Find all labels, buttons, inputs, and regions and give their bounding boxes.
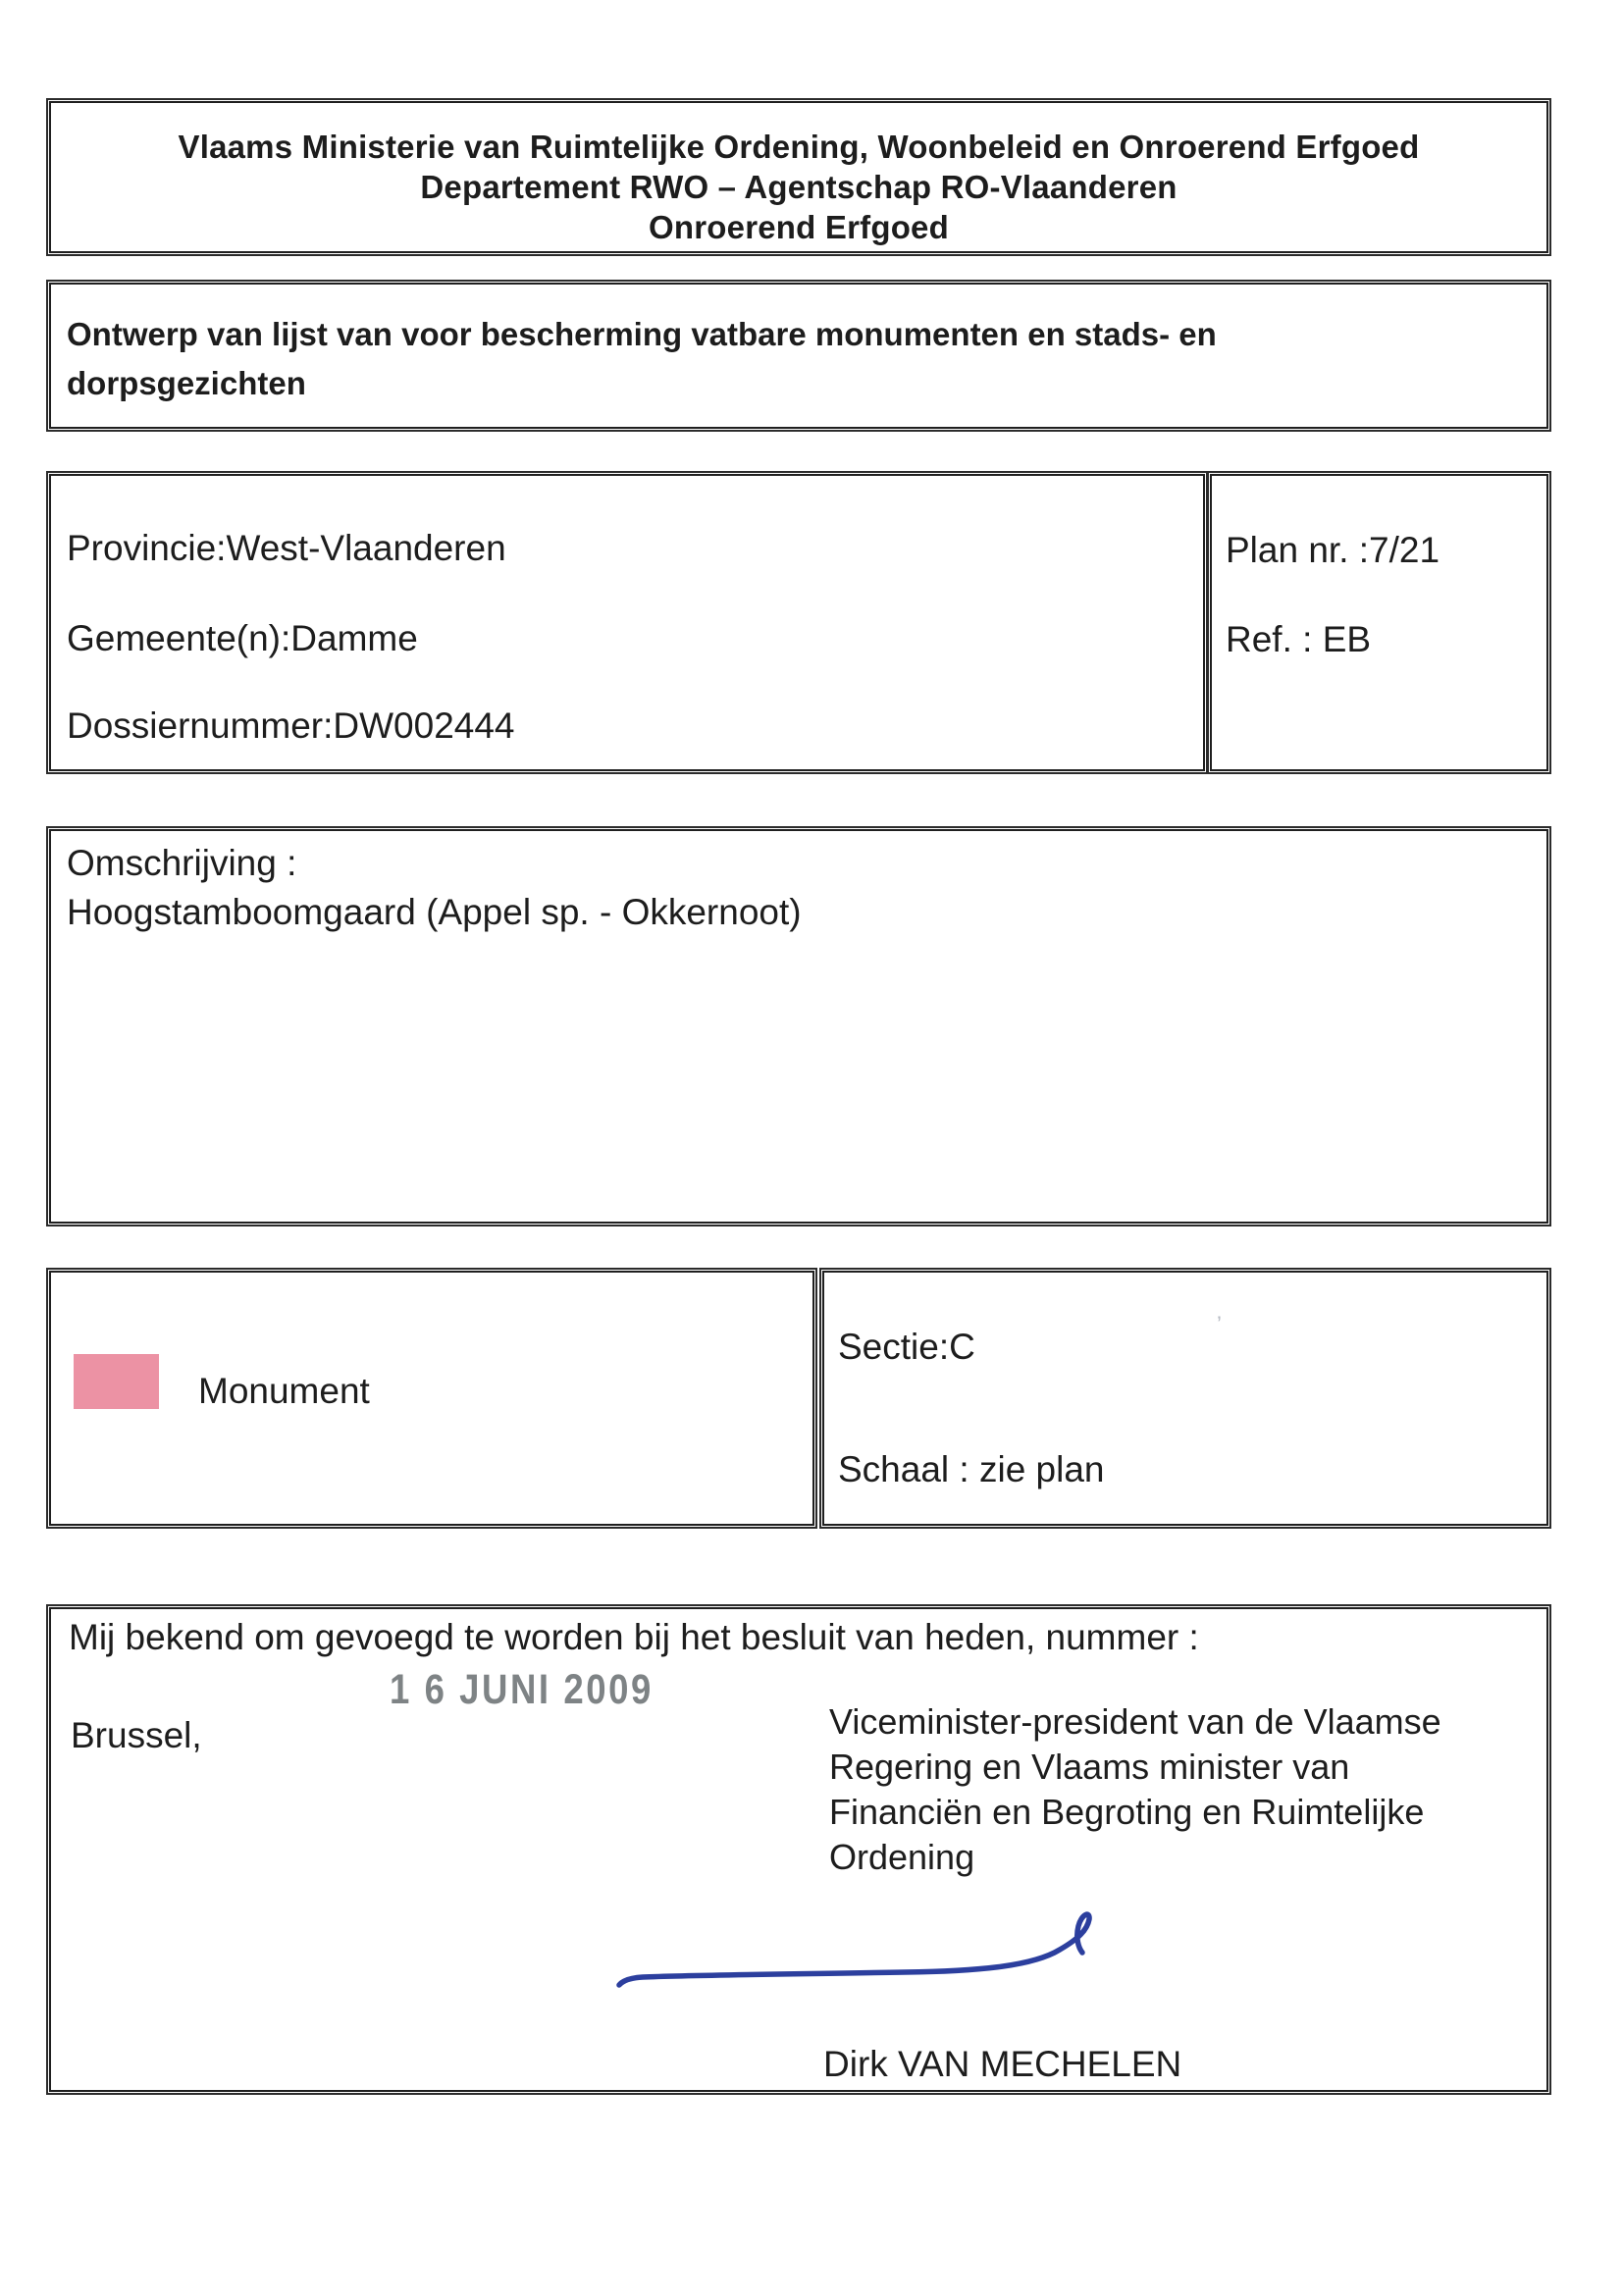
- minister-title: [829, 1699, 1526, 1880]
- signature-stroke: [619, 1914, 1089, 1985]
- provincie-field: Provincie:West-Vlaanderen: [67, 528, 506, 568]
- dossiernummer-field: Dossiernummer:DW002444: [67, 705, 515, 746]
- document-title-line1: Ontwerp van lijst van voor bescherming vatbare monumenten en stads- en: [67, 316, 1217, 352]
- monument-label: Monument: [198, 1371, 370, 1411]
- schaal-field: Schaal : zie plan: [838, 1449, 1105, 1489]
- minister-name: Dirk VAN MECHELEN: [823, 2044, 1182, 2084]
- omschrijving-box: [49, 829, 1548, 1224]
- document-title-line2: dorpsgezichten: [67, 365, 306, 401]
- monument-color-swatch: [74, 1354, 159, 1409]
- bekend-line: Mij bekend om gevoegd te worden bij het besluit van heden, nummer :: [69, 1617, 1199, 1657]
- document-title-box: [49, 283, 1548, 429]
- gemeente-field: Gemeente(n):Damme: [67, 618, 418, 658]
- omschrijving-label: Omschrijving :: [67, 843, 297, 883]
- ref-field: Ref. : EB: [1226, 619, 1372, 659]
- agency-name: Onroerend Erfgoed: [649, 209, 949, 245]
- date-stamp: 1 6 JUNI 2009: [390, 1666, 654, 1713]
- minister-title-line1: Viceminister-president van de Vlaamse: [829, 1701, 1441, 1742]
- omschrijving-value: Hoogstamboomgaard (Appel sp. - Okkernoot): [67, 892, 802, 932]
- location-details-box: [49, 474, 1205, 771]
- place-label: Brussel,: [71, 1715, 202, 1755]
- minister-title-line4: Ordening: [829, 1837, 975, 1877]
- department-name: Departement RWO – Agentschap RO-Vlaanderen: [420, 169, 1178, 205]
- sectie-schaal-box: [822, 1271, 1548, 1526]
- scan-speck: ’: [1217, 1312, 1222, 1336]
- minister-title-line3: Financiën en Begroting en Ruimtelijke: [829, 1792, 1425, 1832]
- sectie-field: Sectie:C: [838, 1327, 975, 1367]
- minister-title-line2: Regering en Vlaams minister van: [829, 1747, 1350, 1787]
- plan-nr-field: Plan nr. :7/21: [1226, 530, 1440, 570]
- ministry-header-box: [49, 101, 1548, 253]
- ministry-name: Vlaams Ministerie van Ruimtelijke Ordening, Woonbeleid en Onroerend Erfgoed: [178, 129, 1420, 165]
- plan-ref-box: [1210, 474, 1548, 771]
- legend-box: [49, 1271, 814, 1526]
- signature: [610, 1904, 1111, 2013]
- signoff-box: [49, 1607, 1548, 2092]
